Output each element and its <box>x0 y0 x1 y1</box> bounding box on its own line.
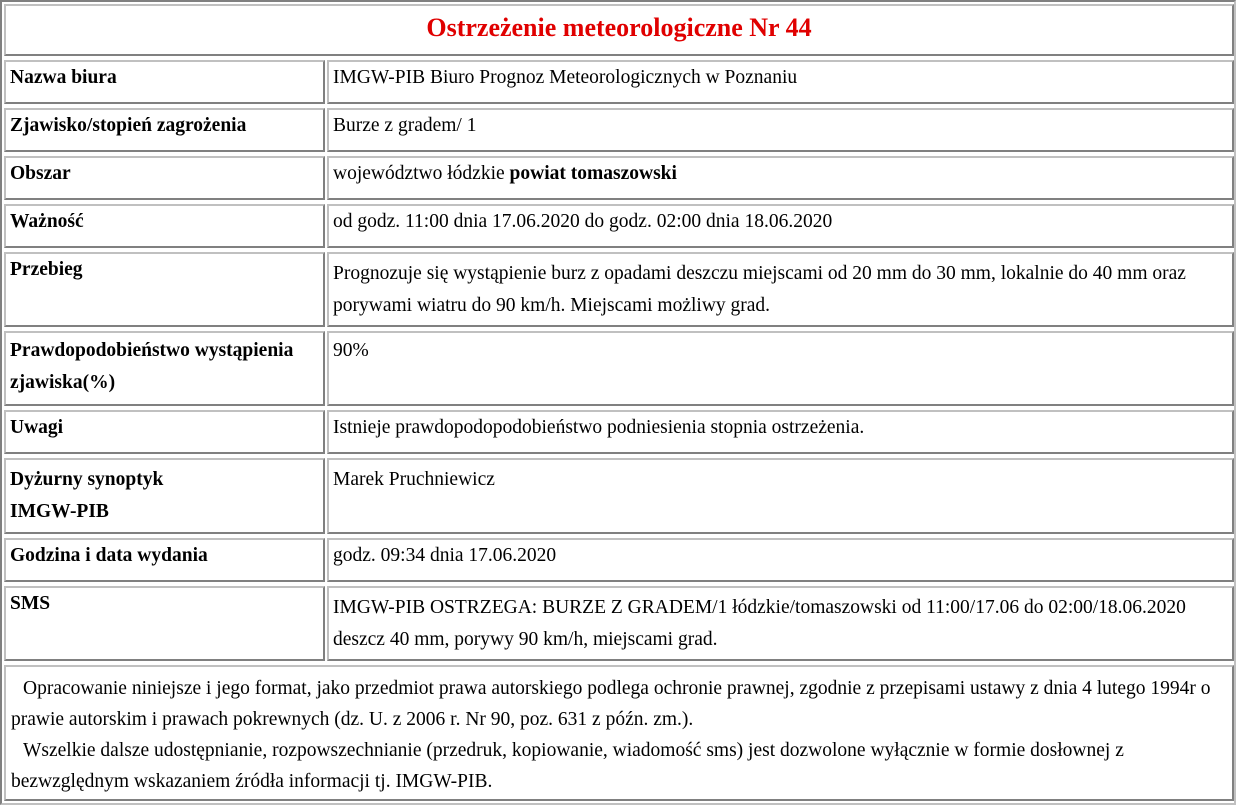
usage-text: Wszelkie dalsze udostępnianie, rozpowszechnianie (przedruk, kopiowanie, wiadomość sms) jest dozwolone wyłącznie w formie dosłownej z bezwzględnym wskazaniem źródła informacji tj. IMGW-PIB. <box>11 740 1124 792</box>
label-zjawisko: Zjawisko/stopień zagrożenia <box>4 108 325 152</box>
value-synoptyk: Marek Pruchniewicz <box>327 458 1234 534</box>
value-data-wydania: godz. 09:34 dnia 17.06.2020 <box>327 538 1234 582</box>
value-waznosc: od godz. 11:00 dnia 17.06.2020 do godz. 02:00 dnia 18.06.2020 <box>327 204 1234 248</box>
value-sms: IMGW-PIB OSTRZEGA: BURZE Z GRADEM/1 łódzkie/tomaszowski od 11:00/17.06 do 02:00/18.06.2020 deszcz 40 mm, porywy 90 km/h, miejscami grad. <box>327 586 1234 661</box>
label-waznosc: Ważność <box>4 204 325 248</box>
page-title: Ostrzeżenie meteorologiczne Nr 44 <box>4 4 1234 56</box>
label-sms: SMS <box>4 586 325 661</box>
value-obszar <box>327 156 1234 200</box>
value-przebieg: Prognozuje się wystąpienie burz z opadami deszczu miejscami od 20 mm do 30 mm, lokalnie do 40 mm oraz porywami wiatru do 90 km/h. Miejscami możliwy grad. <box>327 252 1234 327</box>
label-przebieg: Przebieg <box>4 252 325 327</box>
label-obszar: Obszar <box>4 156 325 200</box>
label-uwagi: Uwagi <box>4 410 325 454</box>
value-zjawisko: Burze z gradem/ 1 <box>327 108 1234 152</box>
value-obszar-county: powiat tomaszowski <box>509 163 677 184</box>
value-prawdopodobienstwo: 90% <box>327 331 1234 406</box>
copyright-text: Opracowanie niniejsze i jego format, jako przedmiot prawa autorskiego podlega ochronie prawnej, zgodnie z przepisami ustawy z dnia 4 lutego 1994r o prawie autorskim i prawach pokrewnych (dz. U. z 2006 r. Nr 90, poz. 631 z późn. zm.). <box>11 678 1211 730</box>
label-prawdopodobienstwo: Prawdopodobieństwo wystąpienia zjawiska(%) <box>4 331 325 406</box>
label-data-wydania: Godzina i data wydania <box>4 538 325 582</box>
copyright-notice <box>4 665 1234 801</box>
label-nazwa-biura: Nazwa biura <box>4 60 325 104</box>
label-synoptyk: Dyżurny synoptyk IMGW-PIB <box>4 458 325 534</box>
value-obszar-region: województwo łódzkie <box>333 163 505 184</box>
value-uwagi: Istnieje prawdopodopodobieństwo podniesienia stopnia ostrzeżenia. <box>327 410 1234 454</box>
value-nazwa-biura: IMGW-PIB Biuro Prognoz Meteorologicznych w Poznaniu <box>327 60 1234 104</box>
